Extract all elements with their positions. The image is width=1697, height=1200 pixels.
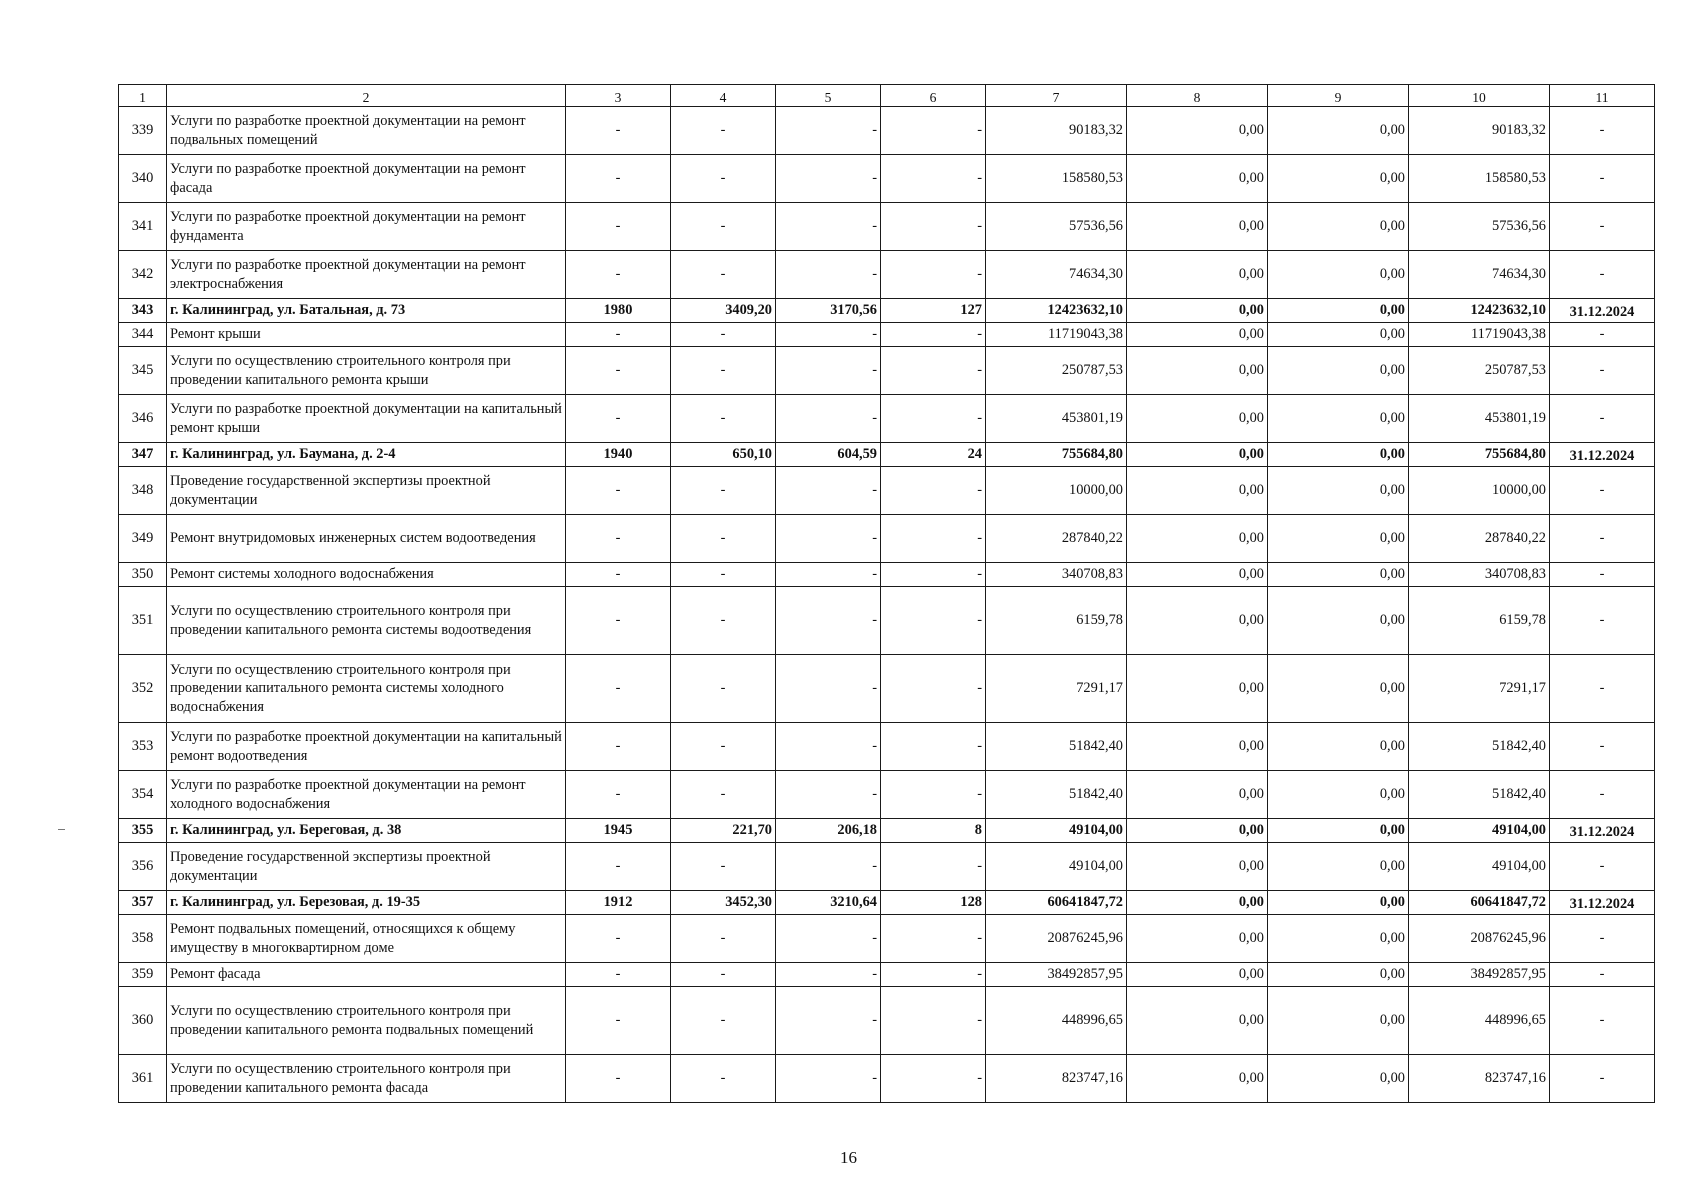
table-row xyxy=(119,467,1655,515)
work-description-cell: Ремонт крыши xyxy=(167,323,566,347)
owner-funds-cell: 38492857,95 xyxy=(1409,963,1550,987)
total-cost-cell: 38492857,95 xyxy=(986,963,1127,987)
federal-funds-cell: 0,00 xyxy=(1127,771,1268,819)
year-built-cell: - xyxy=(566,987,671,1055)
year-built-cell: - xyxy=(566,203,671,251)
total-cost-cell: 250787,53 xyxy=(986,347,1127,395)
page-number: 16 xyxy=(840,1148,857,1167)
total-cost-cell: 10000,00 xyxy=(986,467,1127,515)
regional-funds-cell: 0,00 xyxy=(1268,987,1409,1055)
completion-date-cell: - xyxy=(1550,347,1655,395)
regional-funds-cell: 0,00 xyxy=(1268,323,1409,347)
total-area-cell: - xyxy=(671,563,776,587)
regional-funds-cell: 0,00 xyxy=(1268,395,1409,443)
regional-funds-cell: 0,00 xyxy=(1268,515,1409,563)
total-area-cell: - xyxy=(671,347,776,395)
work-description-cell: Услуги по осуществлению строительного контроля при проведении капитального ремонта крыши xyxy=(167,347,566,395)
completion-date-cell: - xyxy=(1550,963,1655,987)
year-built-cell: - xyxy=(566,587,671,655)
total-area-cell: 3409,20 xyxy=(671,299,776,323)
residents-count-cell: - xyxy=(881,963,986,987)
address-summary-row xyxy=(119,443,1655,467)
year-built-cell: 1980 xyxy=(566,299,671,323)
residents-count-cell: - xyxy=(881,723,986,771)
row-number-cell: 351 xyxy=(119,587,167,655)
residents-count-cell: - xyxy=(881,1055,986,1103)
table-row xyxy=(119,155,1655,203)
column-number-header: 10 xyxy=(1409,85,1550,107)
residents-count-cell: - xyxy=(881,771,986,819)
year-built-cell: - xyxy=(566,963,671,987)
year-built-cell: 1940 xyxy=(566,443,671,467)
residents-count-cell: 128 xyxy=(881,891,986,915)
year-built-cell: - xyxy=(566,515,671,563)
table-row xyxy=(119,655,1655,723)
federal-funds-cell: 0,00 xyxy=(1127,467,1268,515)
register-table-container xyxy=(118,84,1654,1103)
residents-count-cell: - xyxy=(881,915,986,963)
completion-date-cell: - xyxy=(1550,323,1655,347)
residents-count-cell: - xyxy=(881,395,986,443)
federal-funds-cell: 0,00 xyxy=(1127,587,1268,655)
residents-count-cell: - xyxy=(881,107,986,155)
total-area-cell: 650,10 xyxy=(671,443,776,467)
completion-date-cell: - xyxy=(1550,155,1655,203)
residents-count-cell: - xyxy=(881,347,986,395)
total-area-cell: - xyxy=(671,723,776,771)
regional-funds-cell: 0,00 xyxy=(1268,891,1409,915)
year-built-cell: - xyxy=(566,251,671,299)
residential-area-cell: - xyxy=(776,1055,881,1103)
regional-funds-cell: 0,00 xyxy=(1268,443,1409,467)
row-number-cell: 347 xyxy=(119,443,167,467)
row-number-cell: 357 xyxy=(119,891,167,915)
owner-funds-cell: 250787,53 xyxy=(1409,347,1550,395)
owner-funds-cell: 11719043,38 xyxy=(1409,323,1550,347)
federal-funds-cell: 0,00 xyxy=(1127,563,1268,587)
residential-area-cell: 604,59 xyxy=(776,443,881,467)
federal-funds-cell: 0,00 xyxy=(1127,819,1268,843)
owner-funds-cell: 755684,80 xyxy=(1409,443,1550,467)
table-row xyxy=(119,963,1655,987)
residents-count-cell: - xyxy=(881,467,986,515)
owner-funds-cell: 57536,56 xyxy=(1409,203,1550,251)
owner-funds-cell: 49104,00 xyxy=(1409,819,1550,843)
owner-funds-cell: 7291,17 xyxy=(1409,655,1550,723)
federal-funds-cell: 0,00 xyxy=(1127,843,1268,891)
row-number-cell: 353 xyxy=(119,723,167,771)
column-number-header: 5 xyxy=(776,85,881,107)
regional-funds-cell: 0,00 xyxy=(1268,587,1409,655)
column-number-header: 3 xyxy=(566,85,671,107)
residential-area-cell: - xyxy=(776,155,881,203)
column-number-header-row xyxy=(119,85,1655,107)
total-cost-cell: 158580,53 xyxy=(986,155,1127,203)
row-number-cell: 356 xyxy=(119,843,167,891)
row-number-cell: 342 xyxy=(119,251,167,299)
federal-funds-cell: 0,00 xyxy=(1127,107,1268,155)
regional-funds-cell: 0,00 xyxy=(1268,843,1409,891)
residential-area-cell: - xyxy=(776,323,881,347)
table-row xyxy=(119,723,1655,771)
row-number-cell: 354 xyxy=(119,771,167,819)
completion-date-cell: - xyxy=(1550,107,1655,155)
completion-date-cell: - xyxy=(1550,771,1655,819)
total-cost-cell: 20876245,96 xyxy=(986,915,1127,963)
table-row xyxy=(119,395,1655,443)
year-built-cell: - xyxy=(566,1055,671,1103)
owner-funds-cell: 74634,30 xyxy=(1409,251,1550,299)
owner-funds-cell: 51842,40 xyxy=(1409,723,1550,771)
residents-count-cell: - xyxy=(881,251,986,299)
completion-date-cell: - xyxy=(1550,915,1655,963)
row-number-cell: 340 xyxy=(119,155,167,203)
completion-date-cell: - xyxy=(1550,1055,1655,1103)
federal-funds-cell: 0,00 xyxy=(1127,155,1268,203)
total-area-cell: - xyxy=(671,987,776,1055)
residential-area-cell: - xyxy=(776,395,881,443)
owner-funds-cell: 12423632,10 xyxy=(1409,299,1550,323)
federal-funds-cell: 0,00 xyxy=(1127,395,1268,443)
residents-count-cell: - xyxy=(881,203,986,251)
address-summary-row xyxy=(119,819,1655,843)
residential-area-cell: 3210,64 xyxy=(776,891,881,915)
residential-area-cell: - xyxy=(776,251,881,299)
work-description-cell: Услуги по разработке проектной документации на капитальный ремонт водоотведения xyxy=(167,723,566,771)
residents-count-cell: - xyxy=(881,987,986,1055)
table-row xyxy=(119,563,1655,587)
year-built-cell: - xyxy=(566,107,671,155)
column-number-header: 8 xyxy=(1127,85,1268,107)
regional-funds-cell: 0,00 xyxy=(1268,155,1409,203)
work-description-cell: Услуги по разработке проектной документации на ремонт холодного водоснабжения xyxy=(167,771,566,819)
completion-date-cell: - xyxy=(1550,587,1655,655)
row-number-cell: 359 xyxy=(119,963,167,987)
completion-date-cell: - xyxy=(1550,723,1655,771)
federal-funds-cell: 0,00 xyxy=(1127,915,1268,963)
federal-funds-cell: 0,00 xyxy=(1127,655,1268,723)
owner-funds-cell: 453801,19 xyxy=(1409,395,1550,443)
completion-date-cell: 31.12.2024 xyxy=(1550,299,1655,323)
total-area-cell: - xyxy=(671,1055,776,1103)
column-number-header: 9 xyxy=(1268,85,1409,107)
residential-area-cell: 206,18 xyxy=(776,819,881,843)
owner-funds-cell: 287840,22 xyxy=(1409,515,1550,563)
work-description-cell: Услуги по осуществлению строительного контроля при проведении капитального ремонта фасада xyxy=(167,1055,566,1103)
total-cost-cell: 60641847,72 xyxy=(986,891,1127,915)
row-number-cell: 346 xyxy=(119,395,167,443)
address-summary-row xyxy=(119,891,1655,915)
work-description-cell: Услуги по разработке проектной документации на ремонт подвальных помещений xyxy=(167,107,566,155)
total-cost-cell: 90183,32 xyxy=(986,107,1127,155)
table-row xyxy=(119,515,1655,563)
year-built-cell: - xyxy=(566,771,671,819)
federal-funds-cell: 0,00 xyxy=(1127,251,1268,299)
table-row xyxy=(119,203,1655,251)
regional-funds-cell: 0,00 xyxy=(1268,107,1409,155)
residents-count-cell: - xyxy=(881,323,986,347)
year-built-cell: - xyxy=(566,155,671,203)
capital-repair-register-table xyxy=(118,84,1655,1103)
row-number-cell: 350 xyxy=(119,563,167,587)
row-number-cell: 343 xyxy=(119,299,167,323)
work-description-cell: Услуги по разработке проектной документации на ремонт фасада xyxy=(167,155,566,203)
work-description-cell: г. Калининград, ул. Батальная, д. 73 xyxy=(167,299,566,323)
regional-funds-cell: 0,00 xyxy=(1268,251,1409,299)
row-number-cell: 358 xyxy=(119,915,167,963)
total-cost-cell: 448996,65 xyxy=(986,987,1127,1055)
work-description-cell: Ремонт внутридомовых инженерных систем водоотведения xyxy=(167,515,566,563)
owner-funds-cell: 10000,00 xyxy=(1409,467,1550,515)
work-description-cell: Проведение государственной экспертизы проектной документации xyxy=(167,843,566,891)
owner-funds-cell: 60641847,72 xyxy=(1409,891,1550,915)
residential-area-cell: - xyxy=(776,987,881,1055)
completion-date-cell: - xyxy=(1550,467,1655,515)
residential-area-cell: - xyxy=(776,515,881,563)
work-description-cell: г. Калининград, ул. Березовая, д. 19-35 xyxy=(167,891,566,915)
total-cost-cell: 12423632,10 xyxy=(986,299,1127,323)
residential-area-cell: 3170,56 xyxy=(776,299,881,323)
year-built-cell: 1945 xyxy=(566,819,671,843)
federal-funds-cell: 0,00 xyxy=(1127,203,1268,251)
residential-area-cell: - xyxy=(776,587,881,655)
row-number-cell: 345 xyxy=(119,347,167,395)
total-area-cell: - xyxy=(671,915,776,963)
total-area-cell: - xyxy=(671,251,776,299)
owner-funds-cell: 448996,65 xyxy=(1409,987,1550,1055)
column-number-header: 2 xyxy=(167,85,566,107)
residents-count-cell: - xyxy=(881,655,986,723)
federal-funds-cell: 0,00 xyxy=(1127,963,1268,987)
row-number-cell: 341 xyxy=(119,203,167,251)
total-cost-cell: 51842,40 xyxy=(986,723,1127,771)
regional-funds-cell: 0,00 xyxy=(1268,563,1409,587)
work-description-cell: Услуги по разработке проектной документации на ремонт фундамента xyxy=(167,203,566,251)
work-description-cell: г. Калининград, ул. Баумана, д. 2-4 xyxy=(167,443,566,467)
residents-count-cell: - xyxy=(881,563,986,587)
column-number-header: 6 xyxy=(881,85,986,107)
scan-margin-mark xyxy=(58,829,65,830)
completion-date-cell: - xyxy=(1550,563,1655,587)
column-number-header: 11 xyxy=(1550,85,1655,107)
completion-date-cell: - xyxy=(1550,843,1655,891)
federal-funds-cell: 0,00 xyxy=(1127,299,1268,323)
table-row xyxy=(119,1055,1655,1103)
row-number-cell: 360 xyxy=(119,987,167,1055)
work-description-cell: Услуги по осуществлению строительного контроля при проведении капитального ремонта подвальных помещений xyxy=(167,987,566,1055)
residents-count-cell: - xyxy=(881,155,986,203)
completion-date-cell: 31.12.2024 xyxy=(1550,891,1655,915)
completion-date-cell: - xyxy=(1550,251,1655,299)
total-cost-cell: 11719043,38 xyxy=(986,323,1127,347)
completion-date-cell: 31.12.2024 xyxy=(1550,819,1655,843)
residential-area-cell: - xyxy=(776,347,881,395)
work-description-cell: Услуги по осуществлению строительного контроля при проведении капитального ремонта системы холодного водоснабжения xyxy=(167,655,566,723)
total-cost-cell: 51842,40 xyxy=(986,771,1127,819)
total-cost-cell: 7291,17 xyxy=(986,655,1127,723)
year-built-cell: - xyxy=(566,395,671,443)
owner-funds-cell: 340708,83 xyxy=(1409,563,1550,587)
residential-area-cell: - xyxy=(776,723,881,771)
regional-funds-cell: 0,00 xyxy=(1268,299,1409,323)
year-built-cell: - xyxy=(566,843,671,891)
regional-funds-cell: 0,00 xyxy=(1268,467,1409,515)
completion-date-cell: - xyxy=(1550,515,1655,563)
federal-funds-cell: 0,00 xyxy=(1127,1055,1268,1103)
regional-funds-cell: 0,00 xyxy=(1268,723,1409,771)
residents-count-cell: 127 xyxy=(881,299,986,323)
residential-area-cell: - xyxy=(776,563,881,587)
residential-area-cell: - xyxy=(776,771,881,819)
regional-funds-cell: 0,00 xyxy=(1268,963,1409,987)
year-built-cell: - xyxy=(566,347,671,395)
year-built-cell: - xyxy=(566,467,671,515)
work-description-cell: Услуги по разработке проектной документации на капитальный ремонт крыши xyxy=(167,395,566,443)
completion-date-cell: - xyxy=(1550,395,1655,443)
federal-funds-cell: 0,00 xyxy=(1127,443,1268,467)
owner-funds-cell: 49104,00 xyxy=(1409,843,1550,891)
residents-count-cell: - xyxy=(881,843,986,891)
work-description-cell: Услуги по осуществлению строительного контроля при проведении капитального ремонта системы водоотведения xyxy=(167,587,566,655)
total-area-cell: - xyxy=(671,655,776,723)
row-number-cell: 355 xyxy=(119,819,167,843)
regional-funds-cell: 0,00 xyxy=(1268,655,1409,723)
completion-date-cell: 31.12.2024 xyxy=(1550,443,1655,467)
work-description-cell: Услуги по разработке проектной документации на ремонт электроснабжения xyxy=(167,251,566,299)
federal-funds-cell: 0,00 xyxy=(1127,723,1268,771)
year-built-cell: - xyxy=(566,915,671,963)
year-built-cell: 1912 xyxy=(566,891,671,915)
table-row xyxy=(119,107,1655,155)
residential-area-cell: - xyxy=(776,107,881,155)
row-number-cell: 348 xyxy=(119,467,167,515)
work-description-cell: Ремонт системы холодного водоснабжения xyxy=(167,563,566,587)
total-area-cell: - xyxy=(671,771,776,819)
regional-funds-cell: 0,00 xyxy=(1268,203,1409,251)
owner-funds-cell: 6159,78 xyxy=(1409,587,1550,655)
table-row xyxy=(119,323,1655,347)
completion-date-cell: - xyxy=(1550,203,1655,251)
total-cost-cell: 287840,22 xyxy=(986,515,1127,563)
total-area-cell: - xyxy=(671,587,776,655)
completion-date-cell: - xyxy=(1550,655,1655,723)
year-built-cell: - xyxy=(566,723,671,771)
owner-funds-cell: 90183,32 xyxy=(1409,107,1550,155)
total-area-cell: - xyxy=(671,963,776,987)
row-number-cell: 344 xyxy=(119,323,167,347)
federal-funds-cell: 0,00 xyxy=(1127,323,1268,347)
total-area-cell: - xyxy=(671,467,776,515)
regional-funds-cell: 0,00 xyxy=(1268,1055,1409,1103)
residential-area-cell: - xyxy=(776,467,881,515)
row-number-cell: 352 xyxy=(119,655,167,723)
row-number-cell: 339 xyxy=(119,107,167,155)
row-number-cell: 349 xyxy=(119,515,167,563)
total-area-cell: - xyxy=(671,107,776,155)
work-description-cell: Проведение государственной экспертизы проектной документации xyxy=(167,467,566,515)
table-body xyxy=(119,85,1655,1103)
total-cost-cell: 823747,16 xyxy=(986,1055,1127,1103)
total-cost-cell: 74634,30 xyxy=(986,251,1127,299)
table-row xyxy=(119,771,1655,819)
table-row xyxy=(119,843,1655,891)
total-cost-cell: 49104,00 xyxy=(986,819,1127,843)
table-row xyxy=(119,915,1655,963)
residential-area-cell: - xyxy=(776,915,881,963)
total-cost-cell: 57536,56 xyxy=(986,203,1127,251)
table-row xyxy=(119,987,1655,1055)
regional-funds-cell: 0,00 xyxy=(1268,915,1409,963)
completion-date-cell: - xyxy=(1550,987,1655,1055)
table-row xyxy=(119,347,1655,395)
total-cost-cell: 6159,78 xyxy=(986,587,1127,655)
residential-area-cell: - xyxy=(776,655,881,723)
year-built-cell: - xyxy=(566,655,671,723)
total-cost-cell: 453801,19 xyxy=(986,395,1127,443)
residential-area-cell: - xyxy=(776,843,881,891)
federal-funds-cell: 0,00 xyxy=(1127,347,1268,395)
residents-count-cell: 24 xyxy=(881,443,986,467)
residents-count-cell: - xyxy=(881,587,986,655)
total-area-cell: - xyxy=(671,203,776,251)
work-description-cell: Ремонт подвальных помещений, относящихся к общему имуществу в многоквартирном доме xyxy=(167,915,566,963)
column-number-header: 4 xyxy=(671,85,776,107)
row-number-cell: 361 xyxy=(119,1055,167,1103)
federal-funds-cell: 0,00 xyxy=(1127,891,1268,915)
federal-funds-cell: 0,00 xyxy=(1127,987,1268,1055)
total-area-cell: - xyxy=(671,323,776,347)
total-area-cell: 3452,30 xyxy=(671,891,776,915)
total-cost-cell: 49104,00 xyxy=(986,843,1127,891)
year-built-cell: - xyxy=(566,563,671,587)
column-number-header: 1 xyxy=(119,85,167,107)
total-area-cell: - xyxy=(671,843,776,891)
work-description-cell: г. Калининград, ул. Береговая, д. 38 xyxy=(167,819,566,843)
total-cost-cell: 340708,83 xyxy=(986,563,1127,587)
residents-count-cell: 8 xyxy=(881,819,986,843)
owner-funds-cell: 158580,53 xyxy=(1409,155,1550,203)
year-built-cell: - xyxy=(566,323,671,347)
federal-funds-cell: 0,00 xyxy=(1127,515,1268,563)
work-description-cell: Ремонт фасада xyxy=(167,963,566,987)
total-area-cell: 221,70 xyxy=(671,819,776,843)
regional-funds-cell: 0,00 xyxy=(1268,771,1409,819)
table-row xyxy=(119,587,1655,655)
table-row xyxy=(119,251,1655,299)
regional-funds-cell: 0,00 xyxy=(1268,819,1409,843)
residential-area-cell: - xyxy=(776,963,881,987)
total-cost-cell: 755684,80 xyxy=(986,443,1127,467)
owner-funds-cell: 20876245,96 xyxy=(1409,915,1550,963)
total-area-cell: - xyxy=(671,155,776,203)
address-summary-row xyxy=(119,299,1655,323)
residential-area-cell: - xyxy=(776,203,881,251)
owner-funds-cell: 51842,40 xyxy=(1409,771,1550,819)
owner-funds-cell: 823747,16 xyxy=(1409,1055,1550,1103)
column-number-header: 7 xyxy=(986,85,1127,107)
residents-count-cell: - xyxy=(881,515,986,563)
regional-funds-cell: 0,00 xyxy=(1268,347,1409,395)
total-area-cell: - xyxy=(671,515,776,563)
total-area-cell: - xyxy=(671,395,776,443)
